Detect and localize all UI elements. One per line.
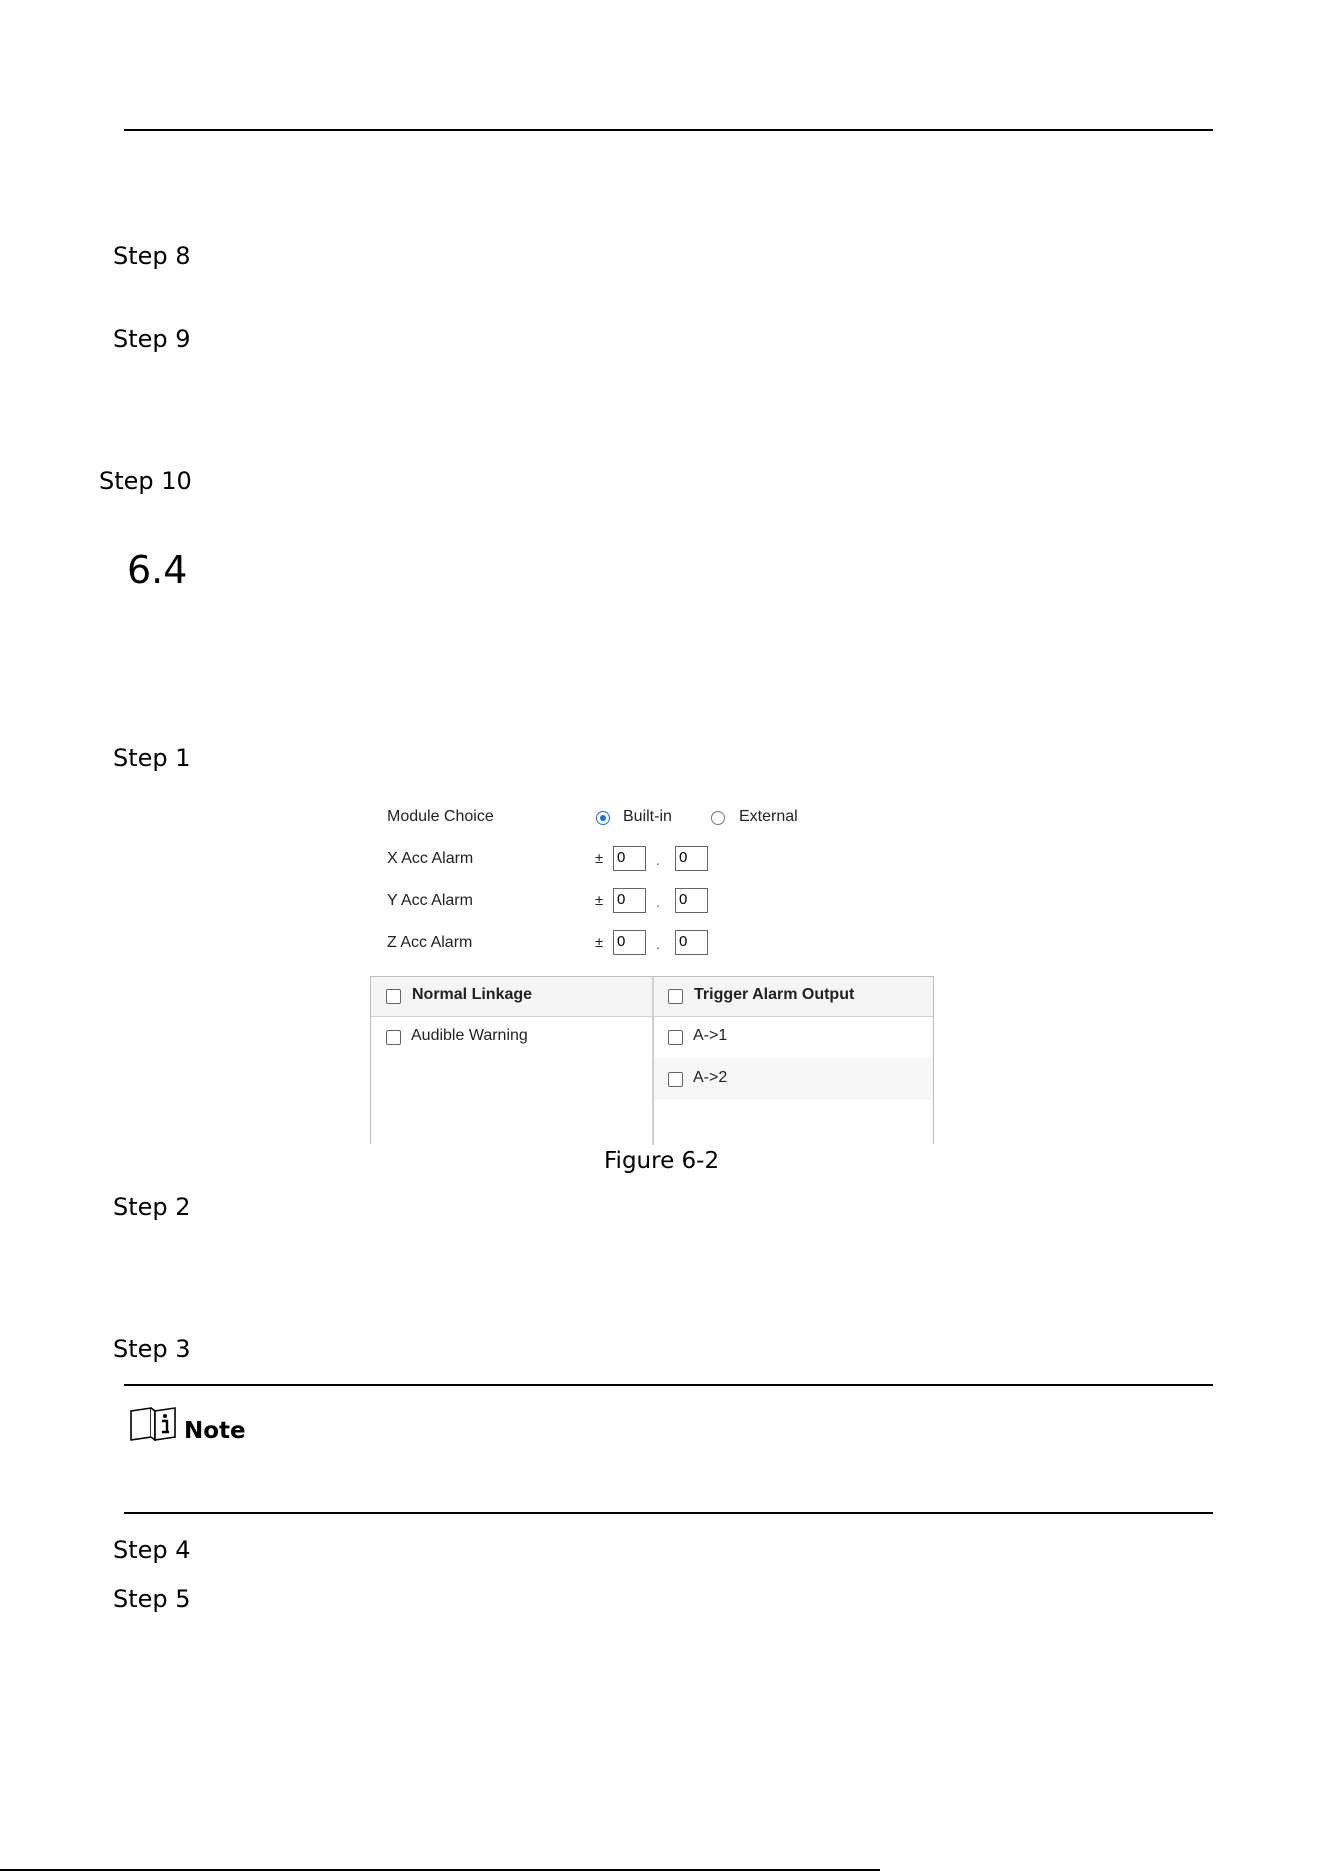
footer-rule (0, 1869, 880, 1871)
table-column-divider (652, 977, 654, 1145)
external-radio[interactable] (711, 811, 725, 825)
x-decimal-input[interactable]: 0 (675, 846, 708, 871)
x-integer-input[interactable]: 0 (613, 846, 646, 871)
book-info-icon (129, 1407, 181, 1441)
alarm-settings-figure (370, 808, 936, 1144)
linkage-table (370, 976, 934, 1144)
step-3-label: Step 3 (113, 1335, 191, 1363)
z-plus-minus: ± (595, 934, 604, 951)
step-5-label: Step 5 (113, 1585, 191, 1613)
x-acc-alarm-label: X Acc Alarm (387, 850, 474, 867)
y-decimal-input[interactable]: 0 (675, 888, 708, 913)
output-a1-label: A->1 (693, 1027, 728, 1044)
trigger-alarm-output-checkbox[interactable] (668, 989, 683, 1004)
figure-caption: Figure 6-2 (604, 1148, 720, 1174)
output-a2-checkbox[interactable] (668, 1072, 683, 1087)
module-choice-label: Module Choice (387, 808, 494, 825)
x-plus-minus: ± (595, 850, 604, 867)
y-plus-minus: ± (595, 892, 604, 909)
section-number: 6.4 (127, 548, 188, 592)
output-a1-checkbox[interactable] (668, 1030, 683, 1045)
normal-linkage-checkbox[interactable] (386, 989, 401, 1004)
z-decimal-input[interactable]: 0 (675, 930, 708, 955)
audible-warning-checkbox[interactable] (386, 1030, 401, 1045)
builtin-radio[interactable] (596, 811, 610, 825)
y-integer-input[interactable]: 0 (613, 888, 646, 913)
step-9-label: Step 9 (113, 325, 191, 353)
step-8-label: Step 8 (113, 242, 191, 270)
step-4-label: Step 4 (113, 1536, 191, 1564)
trigger-alarm-output-label: Trigger Alarm Output (694, 986, 855, 1003)
step-10-label: Step 10 (99, 467, 192, 495)
note-top-rule (124, 1384, 1213, 1386)
step-2-label: Step 2 (113, 1193, 191, 1221)
note-bottom-rule (124, 1512, 1213, 1514)
z-acc-alarm-label: Z Acc Alarm (387, 934, 473, 951)
z-decimal-separator: . (656, 936, 660, 952)
header-rule (124, 129, 1213, 131)
step-1-label: Step 1 (113, 744, 191, 772)
y-acc-alarm-label: Y Acc Alarm (387, 892, 473, 909)
output-a2-label: A->2 (693, 1069, 728, 1086)
note-label: Note (184, 1418, 246, 1444)
y-decimal-separator: . (656, 894, 660, 910)
external-label: External (739, 808, 798, 825)
audible-warning-label: Audible Warning (411, 1027, 528, 1044)
normal-linkage-label: Normal Linkage (412, 986, 533, 1003)
z-integer-input[interactable]: 0 (613, 930, 646, 955)
builtin-label: Built-in (623, 808, 672, 825)
x-decimal-separator: . (656, 852, 660, 868)
